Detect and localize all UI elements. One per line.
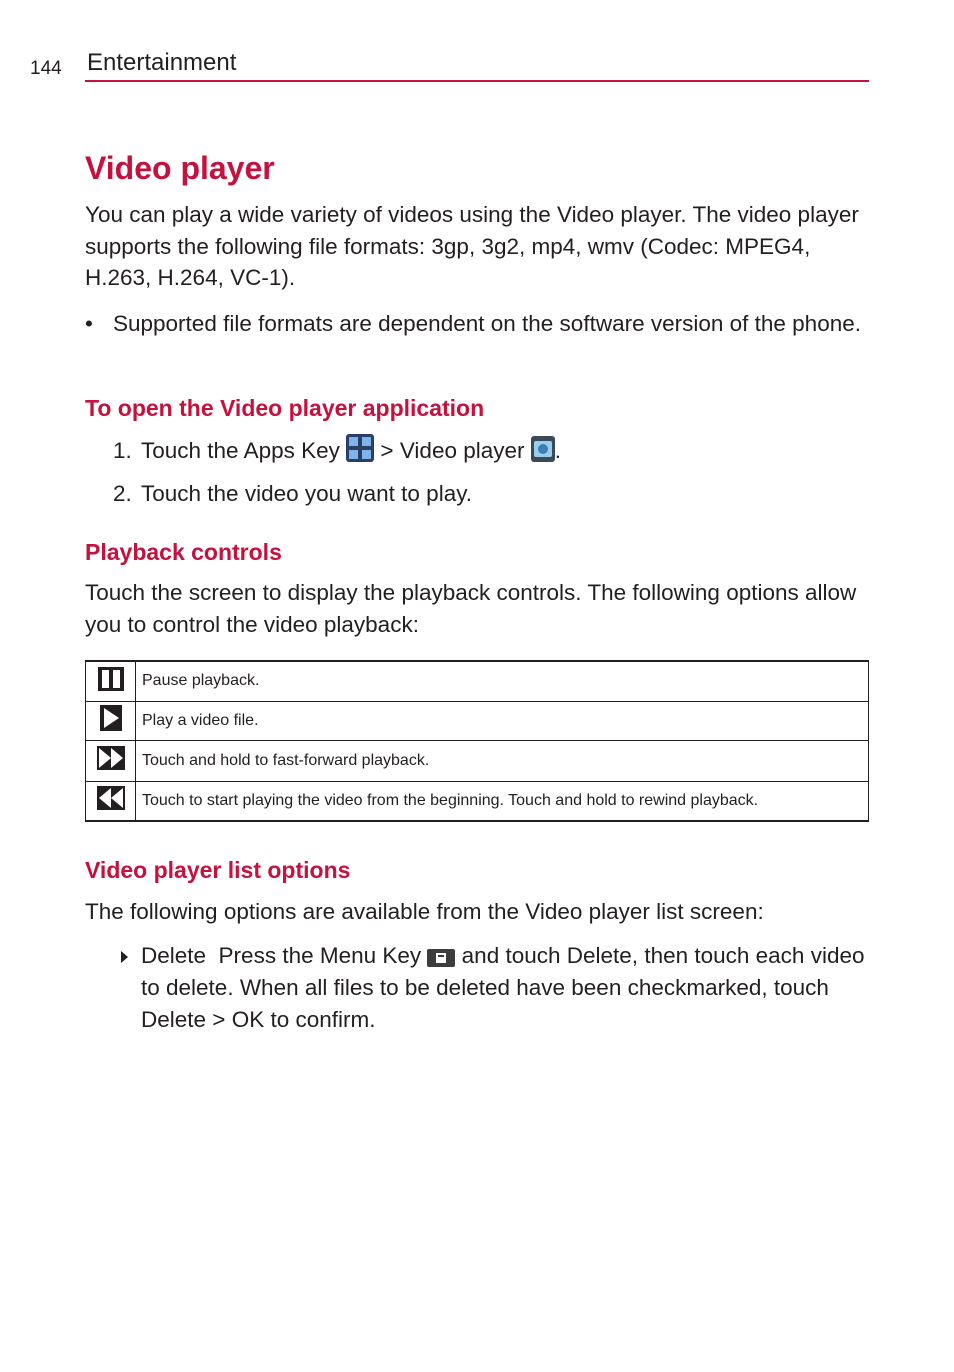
option-text: and touch <box>455 943 567 968</box>
step-separator: > <box>374 438 400 463</box>
apps-key-label: Apps Key <box>243 438 340 463</box>
playback-heading: Playback controls <box>85 539 282 565</box>
page-number: 144 <box>30 58 62 79</box>
option-text: then touch each video to delete. When all files to be deleted have been checkmarked, touch <box>141 943 865 1000</box>
play-icon <box>100 705 122 731</box>
page-title: Video player <box>85 150 275 186</box>
icon-cell <box>86 781 136 821</box>
playback-controls-table <box>85 660 869 822</box>
bullet-dot: • <box>85 311 93 336</box>
rewind-icon <box>97 786 125 810</box>
video-player-app-icon <box>531 436 555 462</box>
table-row <box>86 701 869 740</box>
step-suffix: . <box>554 438 562 463</box>
list-options-heading: Video player list options <box>85 857 351 883</box>
step-1 <box>113 434 561 466</box>
delete-bold-label: Delete, <box>566 943 639 968</box>
option-text: Press the <box>206 943 320 968</box>
icon-cell <box>86 701 136 740</box>
step-text: Touch the video you want to play. <box>141 481 473 506</box>
section-title: Entertainment <box>87 49 237 76</box>
fast-forward-icon <box>97 746 125 770</box>
icon-cell <box>86 740 136 781</box>
triangle-bullet-icon <box>121 951 128 963</box>
control-description: Pause playback. <box>136 661 869 701</box>
icon-cell <box>86 661 136 701</box>
table-row <box>86 740 869 781</box>
step-2 <box>113 479 472 509</box>
note-bullet <box>85 309 865 339</box>
open-heading: To open the Video player application <box>85 395 485 421</box>
table-row <box>86 661 869 701</box>
table-row <box>86 781 869 821</box>
pause-icon <box>98 667 124 691</box>
menu-key-icon <box>427 949 455 967</box>
note-text: Supported file formats are dependent on the software version of the phone. <box>113 311 861 336</box>
menu-key-label: Menu Key <box>319 943 422 968</box>
option-text: to confirm. <box>264 1007 376 1032</box>
control-description: Touch to start playing the video from the beginning. Touch and hold to rewind playback. <box>136 781 869 821</box>
step-text: Touch the <box>141 438 244 463</box>
intro-paragraph: You can play a wide variety of videos using the Video player. The video player supports the following file formats: 3gp, 3g2, mp4, wmv (Codec: MPEG4, H.263, H.264, VC-1). <box>85 202 859 290</box>
header-rule <box>85 80 869 82</box>
delete-option <box>141 940 871 1036</box>
list-options-paragraph: The following options are available from the Video player list screen: <box>85 899 764 924</box>
ok-label: OK <box>231 1007 265 1032</box>
control-description: Play a video file. <box>136 701 869 740</box>
playback-paragraph: Touch the screen to display the playback controls. The following options allow you to control the video playback: <box>85 580 857 637</box>
delete-confirm-label: Delete <box>141 1007 207 1032</box>
video-player-label: Video player <box>399 438 525 463</box>
option-separator: > <box>206 1007 232 1032</box>
apps-grid-icon <box>346 434 374 462</box>
step-number: 2. <box>113 481 132 506</box>
step-number: 1. <box>113 438 132 463</box>
delete-label: Delete <box>141 943 207 968</box>
control-description: Touch and hold to fast-forward playback. <box>136 740 869 781</box>
